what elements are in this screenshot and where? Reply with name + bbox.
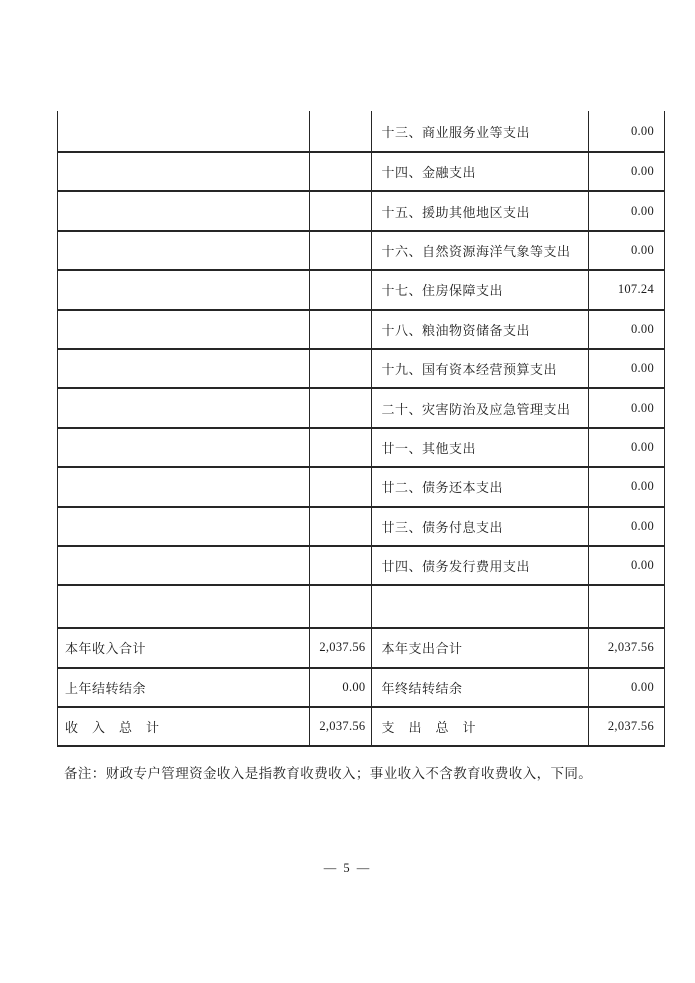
income-item-cell: 上年结转结余 xyxy=(58,669,310,706)
table-row xyxy=(58,153,665,192)
table-row xyxy=(58,468,665,507)
income-item-cell xyxy=(58,232,310,269)
income-item-cell xyxy=(58,311,310,348)
expense-amount-cell: 0.00 xyxy=(589,508,665,545)
income-item-cell xyxy=(58,350,310,387)
expense-item-cell xyxy=(372,586,589,627)
table-row xyxy=(58,669,665,708)
expense-amount-cell: 0.00 xyxy=(589,669,665,706)
expense-item-cell: 二十、灾害防治及应急管理支出 xyxy=(372,389,589,426)
expense-amount-cell: 0.00 xyxy=(589,192,665,229)
income-amount-cell xyxy=(310,232,373,269)
income-amount-cell: 0.00 xyxy=(310,669,373,706)
income-amount-cell xyxy=(310,350,373,387)
expense-item-cell: 廿一、其他支出 xyxy=(372,429,589,466)
income-item-cell xyxy=(58,271,310,308)
income-item-cell xyxy=(58,389,310,426)
expense-item-cell: 本年支出合计 xyxy=(372,629,589,666)
income-item-cell xyxy=(58,192,310,229)
income-item-cell xyxy=(58,429,310,466)
table-row xyxy=(58,629,665,668)
table-row xyxy=(58,547,665,586)
expense-amount-cell: 2,037.56 xyxy=(589,708,665,745)
expense-item-cell: 廿二、债务还本支出 xyxy=(372,468,589,505)
table-row xyxy=(58,271,665,310)
income-amount-cell xyxy=(310,111,373,151)
income-amount-cell: 2,037.56 xyxy=(310,629,373,666)
income-amount-cell xyxy=(310,271,373,308)
expense-amount-cell: 107.24 xyxy=(589,271,665,308)
table-row xyxy=(58,586,665,629)
income-item-cell: 本年收入合计 xyxy=(58,629,310,666)
expense-item-cell: 十六、自然资源海洋气象等支出 xyxy=(372,232,589,269)
income-item-cell xyxy=(58,153,310,190)
expense-item-cell: 支 出 总 计 xyxy=(372,708,589,745)
remark-note: 备注：财政专户管理资金收入是指教育收费收入；事业收入不含教育收费收入，下同。 xyxy=(64,766,593,781)
table-row xyxy=(58,111,665,153)
income-amount-cell xyxy=(310,389,373,426)
expense-amount-cell: 0.00 xyxy=(589,389,665,426)
table-row xyxy=(58,311,665,350)
table-row xyxy=(58,350,665,389)
income-item-cell: 收 入 总 计 xyxy=(58,708,310,745)
expense-amount-cell: 2,037.56 xyxy=(589,629,665,666)
expense-item-cell: 廿三、债务付息支出 xyxy=(372,508,589,545)
table-row xyxy=(58,429,665,468)
expense-item-cell: 十五、援助其他地区支出 xyxy=(372,192,589,229)
expense-item-cell: 十八、粮油物资储备支出 xyxy=(372,311,589,348)
table-row xyxy=(58,389,665,428)
expense-amount-cell: 0.00 xyxy=(589,153,665,190)
page-number: — 5 — xyxy=(323,861,372,875)
expense-item-cell: 廿四、债务发行费用支出 xyxy=(372,547,589,584)
income-amount-cell xyxy=(310,153,373,190)
table-row xyxy=(58,232,665,271)
expense-item-cell: 十七、住房保障支出 xyxy=(372,271,589,308)
income-item-cell xyxy=(58,547,310,584)
income-amount-cell xyxy=(310,192,373,229)
income-amount-cell xyxy=(310,508,373,545)
expense-amount-cell: 0.00 xyxy=(589,311,665,348)
income-amount-cell xyxy=(310,586,373,627)
table-row xyxy=(58,508,665,547)
expense-item-cell: 十九、国有资本经营预算支出 xyxy=(372,350,589,387)
expense-item-cell: 十四、金融支出 xyxy=(372,153,589,190)
income-item-cell xyxy=(58,111,310,151)
income-amount-cell xyxy=(310,429,373,466)
table-row xyxy=(58,192,665,231)
expense-amount-cell: 0.00 xyxy=(589,429,665,466)
expense-amount-cell xyxy=(589,586,665,627)
income-item-cell xyxy=(58,508,310,545)
expense-item-cell: 年终结转结余 xyxy=(372,669,589,706)
budget-table xyxy=(57,111,665,747)
income-amount-cell: 2,037.56 xyxy=(310,708,373,745)
table-row xyxy=(58,708,665,747)
expense-amount-cell: 0.00 xyxy=(589,111,665,151)
expense-amount-cell: 0.00 xyxy=(589,232,665,269)
expense-amount-cell: 0.00 xyxy=(589,468,665,505)
income-amount-cell xyxy=(310,468,373,505)
expense-amount-cell: 0.00 xyxy=(589,547,665,584)
income-item-cell xyxy=(58,586,310,627)
income-amount-cell xyxy=(310,311,373,348)
income-amount-cell xyxy=(310,547,373,584)
income-item-cell xyxy=(58,468,310,505)
expense-amount-cell: 0.00 xyxy=(589,350,665,387)
expense-item-cell: 十三、商业服务业等支出 xyxy=(372,111,589,151)
